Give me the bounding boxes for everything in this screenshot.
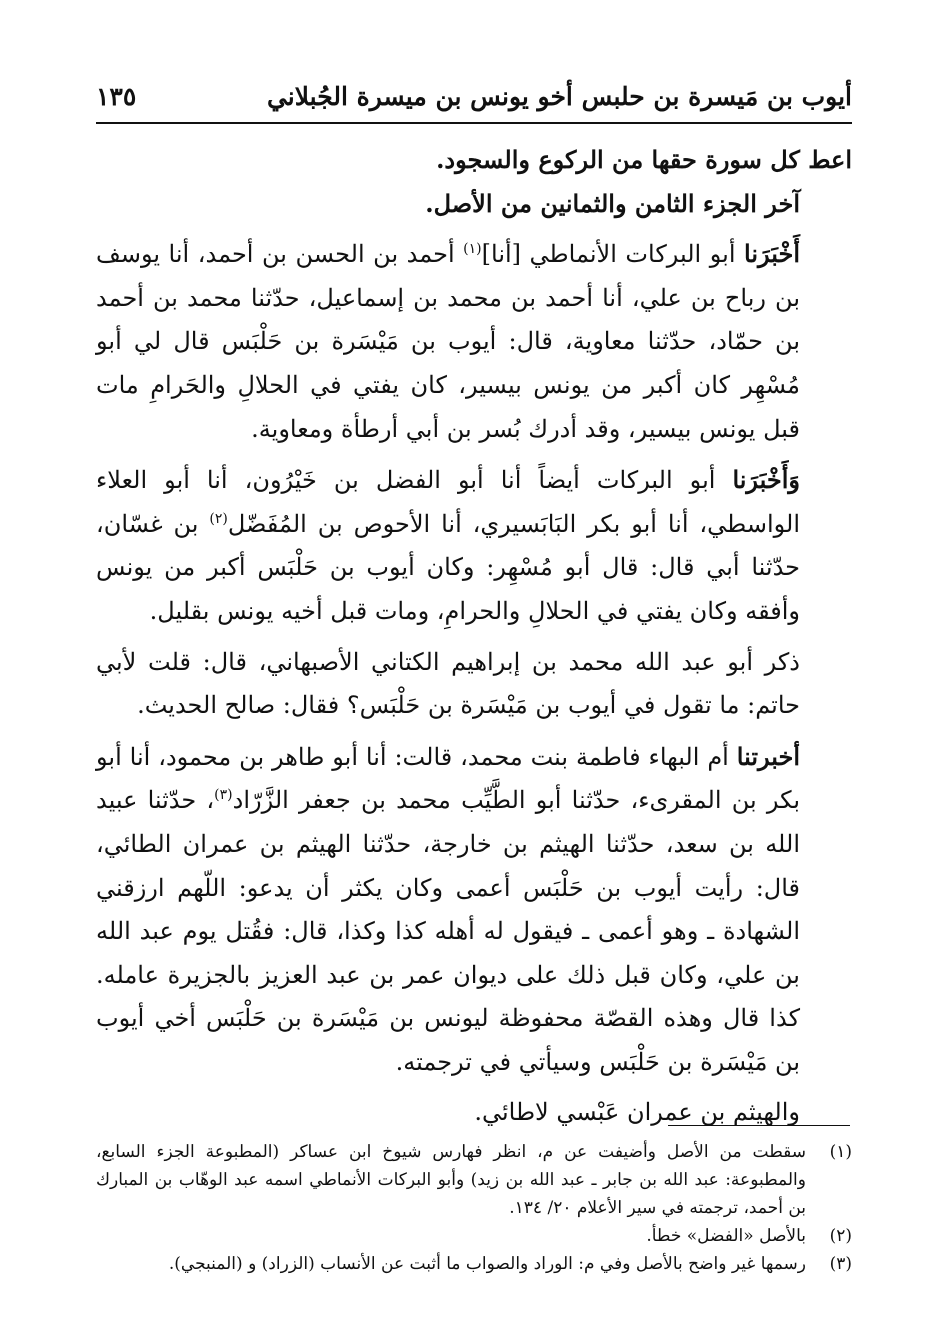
footnote-text: سقطت من الأصل وأضيفت عن م، انظر فهارس شيوخ ابن عساكر (المطبوعة الجزء السابع، والمطبوعة: عبد الله بن جابر ـ عبد الله بن زيد) وأبو البركات الأنماطي اسمه عبد الوهّاب بن المبارك بن أحمد، ترجمته في سير الأعلام ٢٠/ ١٣٤. — [96, 1142, 806, 1218]
footnote-3 — [96, 1250, 852, 1278]
footnotes — [96, 1138, 852, 1278]
page-header — [96, 78, 852, 122]
paragraph-3-lead: أَخْبَرَنا — [744, 239, 801, 269]
footnote-ref-1: (١) — [463, 241, 482, 258]
footnote-text: رسمها غير واضح بالأصل وفي م: الوراد والصواب ما أثبت عن الأنساب (الزراد) و (المنبجي). — [168, 1254, 806, 1274]
paragraph-1: اعط كل سورة حقها من الركوع والسجود. — [436, 145, 852, 174]
paragraph-2: آخر الجزء الثامن والثمانين من الأصل. — [425, 188, 800, 218]
footnote-number: (١) — [829, 1142, 852, 1162]
paragraph-3 — [96, 232, 852, 451]
footnote-2 — [96, 1222, 852, 1250]
footnote-ref-3: (٣) — [214, 787, 233, 804]
header-rule — [96, 122, 852, 124]
page-number: ١٣٥ — [96, 82, 137, 111]
paragraph-4 — [96, 458, 852, 633]
paragraph-6-text-cont: ، حدّثنا عبيد الله بن سعد، حدّثنا الهيثم بن خارجة، حدّثنا الهيثم بن عمران الطائي، قال: رأيت أيوب بن حَلْبَس أعمى وكان يكثر أن يدعو: اللّهم ارزقني الشهادة ـ وهو أعمى ـ فيقول له أهله كذا وكذا، قال: فقُتل يوم عبد الله بن علي، وكان قبل ذلك على ديوان عمر بن عبد العزيز بالجزيرة عامله. كذا قال وهذه القصّة محفوظة ليونس بن مَيْسَرة بن حَلْبَس أخي أيوب بن مَيْسَرة بن حَلْبَس وسيأتي في ترجمته. — [96, 786, 800, 1076]
paragraph-3-text: أبو البركات الأنماطي [أنا] — [481, 240, 745, 269]
footnote-ref-2: (٢) — [209, 510, 228, 527]
paragraph-4-text: أبو البركات أيضاً أنا أبو الفضل بن خَيْرُون، أنا أبو العلاء الواسطي، أنا أبو بكر البَابَسيري، أنا الأحوص بن المُفَضّل — [96, 466, 801, 538]
footnote-1 — [96, 1138, 852, 1222]
footnote-text: بالأصل «الفضل» خطأ. — [646, 1226, 806, 1246]
paragraph-6 — [96, 735, 852, 1085]
paragraph-3-text-cont: أحمد بن الحسن بن أحمد، أنا يوسف بن رباح بن علي، أنا أحمد بن محمد بن إسماعيل، حدّثنا محمد بن أحمد بن حمّاد، حدّثنا معاوية، قال: أيوب بن مَيْسَرة بن حَلْبَس قال لي أبو مُسْهِر كان أكبر من يونس بيسير، كان يفتي في الحلالِ والحَرامِ مات قبل يونس بيسير، وقد أدرك بُسر بن أبي أرطأة ومعاوية. — [96, 240, 800, 443]
paragraph-5: ذكر أبو عبد الله محمد بن إبراهيم الكتاني الأصبهاني، قال: قلت لأبي حاتم: ما تقول في أيوب بن مَيْسَرة بن حَلْبَس؟ فقال: صالح الحديث. — [96, 647, 800, 720]
running-title: أيوب بن مَيسرة بن حلبس أخو يونس بن ميسرة الجُبلاني — [266, 82, 852, 111]
footnote-rule — [668, 1125, 850, 1126]
paragraph-6-lead: أخبرتنا — [736, 741, 800, 771]
footnote-number: (٢) — [829, 1226, 852, 1246]
paragraph-6-text: أم البهاء فاطمة بنت محمد، قالت: أنا أبو طاهر بن محمود، أنا أبو بكر بن المقرىء، حدّثنا أبو الطَّيِّب محمد بن جعفر الزَّرّاد — [96, 742, 801, 815]
paragraph-4-lead: وَأَخْبَرَنا — [732, 465, 801, 495]
paragraph-7: والهيثم بن عمران عَبْسي لاطائي. — [474, 1098, 800, 1127]
main-text — [96, 138, 852, 1135]
footnote-number: (٣) — [829, 1254, 852, 1274]
paragraph-4-text-cont: بن غسّان، حدّثنا أبي قال: قال أبو مُسْهِر: وكان أيوب بن حَلْبَس أكبر من يونس وأفقه وكان يفتي في الحلالِ والحرامِ، ومات قبل أخيه يونس بقليل. — [96, 509, 800, 625]
